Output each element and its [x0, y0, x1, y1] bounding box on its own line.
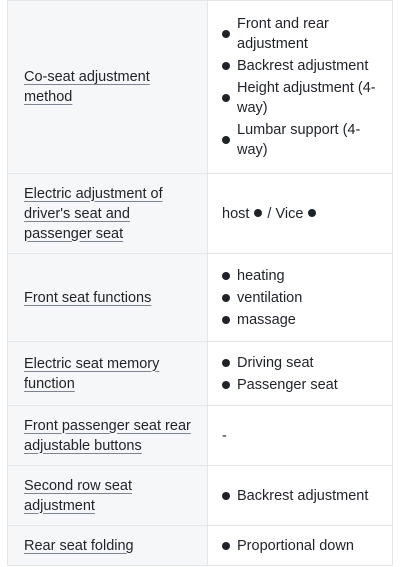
- bullet-dot-icon: [222, 542, 230, 550]
- value-bullet-list: [222, 486, 382, 506]
- spec-row-second-row-adjustment: [8, 466, 393, 526]
- list-item-text: Proportional down: [237, 537, 354, 554]
- spec-label-link[interactable]: Front passenger seat rear adjustable buttons: [24, 417, 191, 454]
- spec-value-cell: [208, 254, 393, 342]
- value-bullet-list: [222, 14, 382, 160]
- list-item-text: heating: [237, 267, 285, 284]
- list-item: [222, 353, 382, 373]
- spec-value-cell: [208, 174, 393, 254]
- list-item: [222, 266, 382, 286]
- spec-label-cell: [8, 342, 208, 406]
- bullet-dot-icon: [254, 209, 262, 217]
- spec-label-cell: [8, 526, 208, 566]
- spec-label-cell: [8, 1, 208, 174]
- list-item: [222, 310, 382, 330]
- value-bullet-list: [222, 536, 382, 556]
- list-item-text: ventilation: [237, 289, 303, 306]
- list-item: [222, 486, 382, 506]
- list-item-text: Driving seat: [237, 354, 314, 371]
- spec-label-cell: [8, 254, 208, 342]
- value-bullet-list: [222, 353, 382, 395]
- bullet-dot-icon: [222, 94, 230, 102]
- spec-label-link[interactable]: Electric seat memory function: [24, 355, 160, 392]
- list-item: [222, 375, 382, 395]
- separator-text: /: [267, 205, 272, 222]
- value-bullet-list: [222, 266, 382, 330]
- spec-row-electric-adjustment: [8, 174, 393, 254]
- bullet-dot-icon: [222, 136, 230, 144]
- list-item-text: Backrest adjustment: [237, 58, 369, 74]
- vice-label: Vice: [275, 205, 304, 222]
- spec-value-cell: [208, 406, 393, 466]
- list-item-text: Backrest adjustment: [237, 487, 369, 504]
- spec-label-link[interactable]: Front seat functions: [24, 289, 152, 306]
- list-item: [222, 120, 382, 160]
- list-item-text: Height adjustment (4-way): [237, 80, 376, 116]
- spec-label-link[interactable]: Second row seat adjustment: [24, 477, 133, 514]
- list-item-text: Lumbar support (4-way): [237, 122, 361, 158]
- spec-value-cell: [208, 466, 393, 526]
- list-item: [222, 78, 382, 118]
- spec-label-cell: [8, 174, 208, 254]
- bullet-dot-icon: [222, 294, 230, 302]
- spec-row-co-seat-adjustment: [8, 1, 393, 174]
- bullet-dot-icon: [222, 62, 230, 70]
- list-item: [222, 288, 382, 308]
- spec-label-cell: [8, 406, 208, 466]
- list-item: [222, 56, 382, 76]
- host-label: host: [222, 205, 250, 222]
- spec-row-rear-adjustable-buttons: [8, 406, 393, 466]
- spec-label-link[interactable]: Co-seat adjustment method: [24, 69, 150, 105]
- list-item-text: Passenger seat: [237, 376, 338, 393]
- list-item-text: massage: [237, 311, 296, 328]
- bullet-dot-icon: [308, 209, 316, 217]
- spec-label-cell: [8, 466, 208, 526]
- spec-value-cell: [208, 342, 393, 406]
- list-item-text: Front and rear adjustment: [237, 16, 329, 52]
- empty-value-dash: -: [222, 427, 227, 444]
- spec-row-seat-memory: [8, 342, 393, 406]
- bullet-dot-icon: [222, 272, 230, 280]
- spec-row-rear-seat-folding: [8, 526, 393, 566]
- bullet-dot-icon: [222, 30, 230, 38]
- bullet-dot-icon: [222, 316, 230, 324]
- bullet-dot-icon: [222, 492, 230, 500]
- seat-spec-table: [7, 0, 393, 566]
- spec-row-front-seat-functions: [8, 254, 393, 342]
- spec-value-cell: [208, 526, 393, 566]
- list-item: [222, 14, 382, 54]
- bullet-dot-icon: [222, 381, 230, 389]
- list-item: [222, 536, 382, 556]
- spec-label-link[interactable]: Rear seat folding: [24, 537, 134, 554]
- spec-value-cell: [208, 1, 393, 174]
- spec-label-link[interactable]: Electric adjustment of driver's seat and passenger seat: [24, 185, 163, 242]
- bullet-dot-icon: [222, 359, 230, 367]
